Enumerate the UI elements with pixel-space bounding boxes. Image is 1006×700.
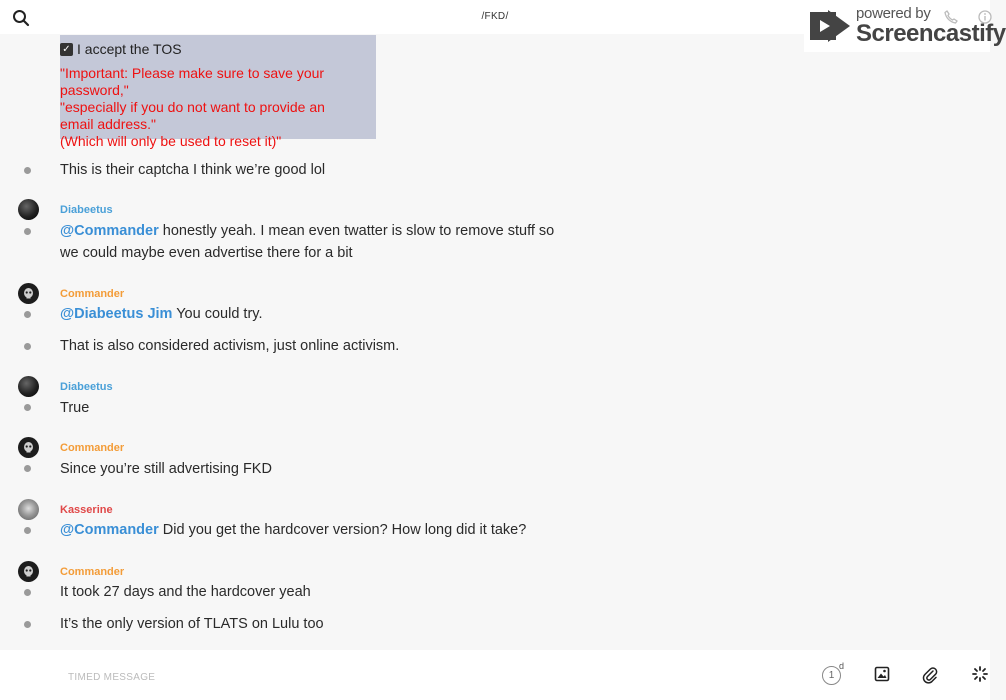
avatar[interactable]	[18, 499, 39, 520]
screencastify-watermark	[804, 0, 1006, 52]
message-bullet	[24, 621, 31, 628]
username[interactable]: Kasserine	[60, 504, 113, 516]
mention-link[interactable]: @Commander	[60, 522, 159, 538]
skull-avatar-icon	[18, 283, 39, 304]
message-text: Since you’re still advertising FKD	[60, 461, 272, 477]
username[interactable]: Diabeetus	[60, 204, 113, 216]
message-list[interactable]	[0, 34, 990, 650]
timer-value: 1	[822, 666, 841, 685]
tos-warning-text	[60, 65, 360, 150]
tos-warning-line: (Which will only be used to reset it)"	[60, 133, 282, 149]
message-text: That is also considered activism, just online activism.	[60, 338, 400, 354]
message-text	[60, 519, 526, 541]
composer-bar	[0, 650, 990, 700]
avatar[interactable]	[18, 283, 39, 304]
watermark-powered-text: powered by	[856, 5, 931, 22]
avatar[interactable]	[18, 437, 39, 458]
avatar[interactable]	[18, 199, 39, 220]
paperclip-icon[interactable]	[922, 666, 938, 684]
tos-label: I accept the TOS	[77, 41, 182, 57]
username[interactable]: Diabeetus	[60, 381, 113, 393]
checkbox-checked-icon: ✓	[60, 43, 73, 56]
watermark-brand-text: Screencastify	[856, 20, 1006, 47]
message-bullet	[24, 167, 31, 174]
mention-link[interactable]: @Commander	[60, 223, 159, 239]
tos-warning-line: "especially if you do not want to provide an email address."	[60, 99, 325, 132]
tos-checkbox-row	[60, 41, 182, 57]
message-text	[60, 220, 560, 264]
mention-link[interactable]: @Diabeetus Jim	[60, 306, 173, 322]
username[interactable]: Commander	[60, 442, 125, 454]
info-icon[interactable]	[978, 10, 992, 24]
message-text	[60, 303, 262, 325]
message-bullet	[24, 311, 31, 318]
screencastify-logo-icon	[808, 8, 852, 44]
skull-avatar-icon	[18, 561, 39, 582]
timer-unit: d	[839, 661, 845, 671]
message-body: You could try.	[172, 306, 263, 322]
message-bullet	[24, 228, 31, 235]
message-body: Did you get the hardcover version? How long did it take?	[158, 522, 527, 538]
phone-icon[interactable]	[944, 10, 958, 24]
tos-warning-line: "Important: Please make sure to save your password,"	[60, 65, 325, 98]
message-bullet	[24, 465, 31, 472]
message-bullet	[24, 404, 31, 411]
message-text: It took 27 days and the hardcover yeah	[60, 584, 311, 600]
message-bullet	[24, 343, 31, 350]
avatar[interactable]	[18, 561, 39, 582]
channel-title: /FKD/	[481, 11, 509, 22]
spinner-icon[interactable]	[972, 666, 988, 682]
message-bullet	[24, 589, 31, 596]
message-text: This is their captcha I think we’re good lol	[60, 162, 326, 178]
timer-button[interactable]	[822, 661, 845, 686]
image-icon[interactable]	[874, 666, 890, 682]
message-bullet	[24, 527, 31, 534]
skull-avatar-icon	[18, 437, 39, 458]
timed-message-input[interactable]	[66, 668, 670, 686]
image-attachment[interactable]	[60, 35, 376, 149]
username[interactable]: Commander	[60, 566, 125, 578]
username[interactable]: Commander	[60, 288, 125, 300]
message-text: It’s the only version of TLATS on Lulu too	[60, 616, 324, 632]
avatar[interactable]	[18, 376, 39, 397]
message-body: honestly yeah. I mean even twatter is slow to remove stuff so we could maybe even advertise there for a bit	[60, 223, 555, 261]
message-text: True	[60, 400, 90, 416]
